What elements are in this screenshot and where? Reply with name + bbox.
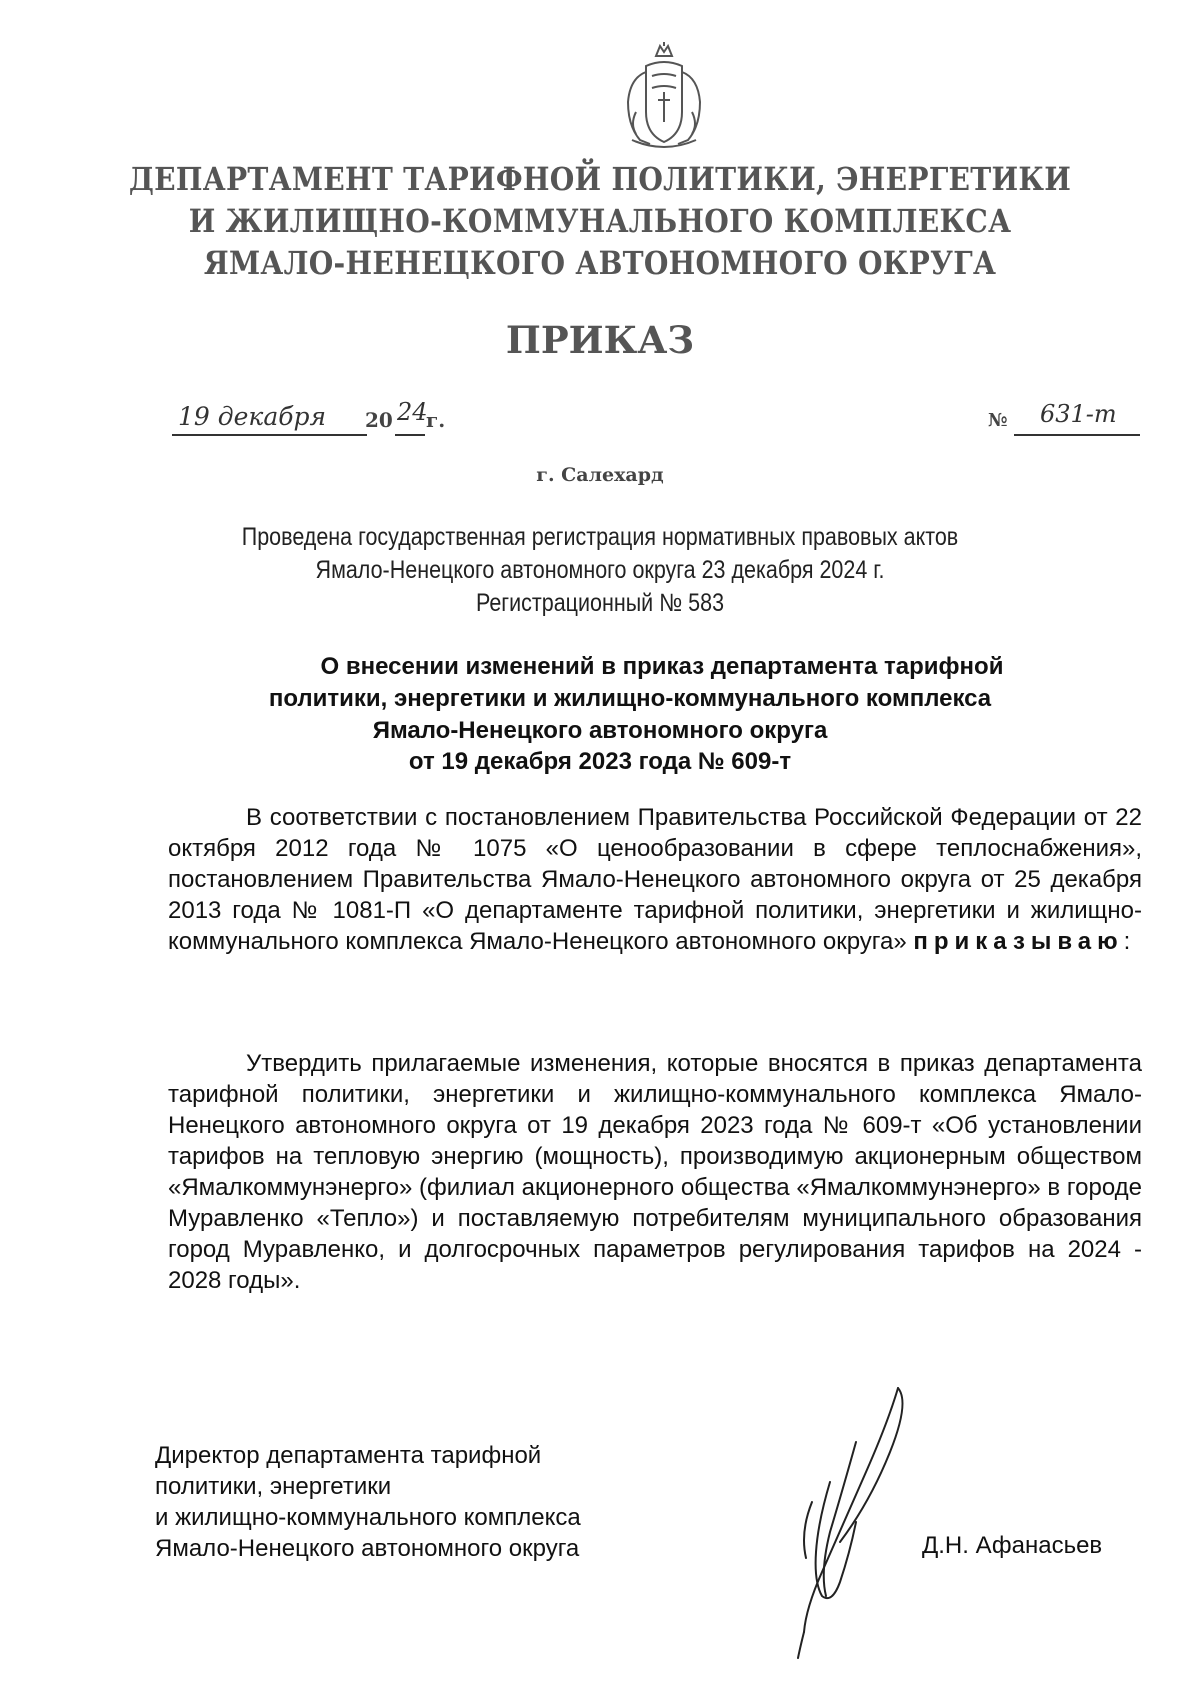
number-underline [1014, 434, 1140, 436]
registration-line: Регистрационный № 583 [475, 589, 725, 617]
order-title-line: от 19 декабря 2023 года № 609-т [408, 748, 792, 775]
order-colon: : [1123, 928, 1131, 955]
operative-text: Утвердить прилагаемые изменения, которые вносятся в приказ департамента тарифной политики, энергетики и жилищно-коммунального комплекса Ямало-Ненецкого автономного округа от 19 декабря 2023 года № 609-т «Об установлении тарифов на тепловую энергию (мощность), производимую акционерным обществом «Ямалкоммунэнерго» (филиал акционерного общества «Ямалкоммунэнерго» в городе Муравленко «Тепло») и поставляемую потребителям муниципального образования город Муравленко, и долгосрочных параметров регулирования тарифов на 2024 - 2028 годы». [168, 1050, 1142, 1294]
registration-line: Ямало-Ненецкого автономного округа 23 декабря 2024 г. [315, 556, 885, 584]
handwritten-date: 19 декабря [178, 402, 327, 431]
order-title-line: О внесении изменений в приказ департамента тарифной [320, 653, 1004, 680]
coat-of-arms-emblem [622, 42, 706, 154]
document-type-heading: ПРИКАЗ [505, 318, 695, 362]
date-underline [172, 434, 367, 436]
order-title-line: политики, энергетики и жилищно-коммунального комплекса [268, 685, 992, 712]
number-sign: № [988, 410, 1008, 431]
signatory-position [155, 1440, 715, 1564]
department-name-line: И ЖИЛИЩНО-КОММУНАЛЬНОГО КОМПЛЕКСА [188, 202, 1012, 240]
year-prefix: 20 [365, 408, 393, 432]
handwritten-year: 24 [397, 398, 428, 426]
city-line: г. Салехард [536, 464, 664, 486]
signatory-position-line: Директор департамента тарифной [155, 1442, 542, 1469]
signatory-position-line: и жилищно-коммунального комплекса [155, 1504, 581, 1531]
order-title-line: Ямало-Ненецкого автономного округа [372, 717, 828, 744]
year-underline [395, 434, 425, 436]
order-word: приказываю [913, 928, 1124, 955]
handwritten-signature [770, 1382, 950, 1662]
registration-line: Проведена государственная регистрация нормативных правовых актов [241, 523, 959, 551]
department-name-line: ЯМАЛО-НЕНЕЦКОГО АВТОНОМНОГО ОКРУГА [203, 244, 997, 282]
signatory-position-line: Ямало-Ненецкого автономного округа [155, 1535, 580, 1562]
department-name-line: ДЕПАРТАМЕНТ ТАРИФНОЙ ПОЛИТИКИ, ЭНЕРГЕТИКИ [128, 160, 1072, 198]
year-suffix: г. [426, 408, 446, 432]
preamble-text: В соответствии с постановлением Правительства Российской Федерации от 22 октября 2012 года № 1075 «О ценообразовании в сфере теплоснабжения», постановлением Правительства Ямало-Ненецкого автономного округа от 25 декабря 2013 года № 1081-П «О департаменте тарифной политики, энергетики и жилищно-коммунального комплекса Ямало-Ненецкого автономного округа» [168, 804, 1142, 955]
preamble-paragraph [168, 802, 1142, 957]
operative-paragraph [168, 1048, 1142, 1296]
signer-name: Д.Н. Афанасьев [922, 1532, 1103, 1559]
handwritten-order-number: 631-т [1040, 400, 1117, 428]
signatory-position-line: политики, энергетики [155, 1473, 392, 1500]
